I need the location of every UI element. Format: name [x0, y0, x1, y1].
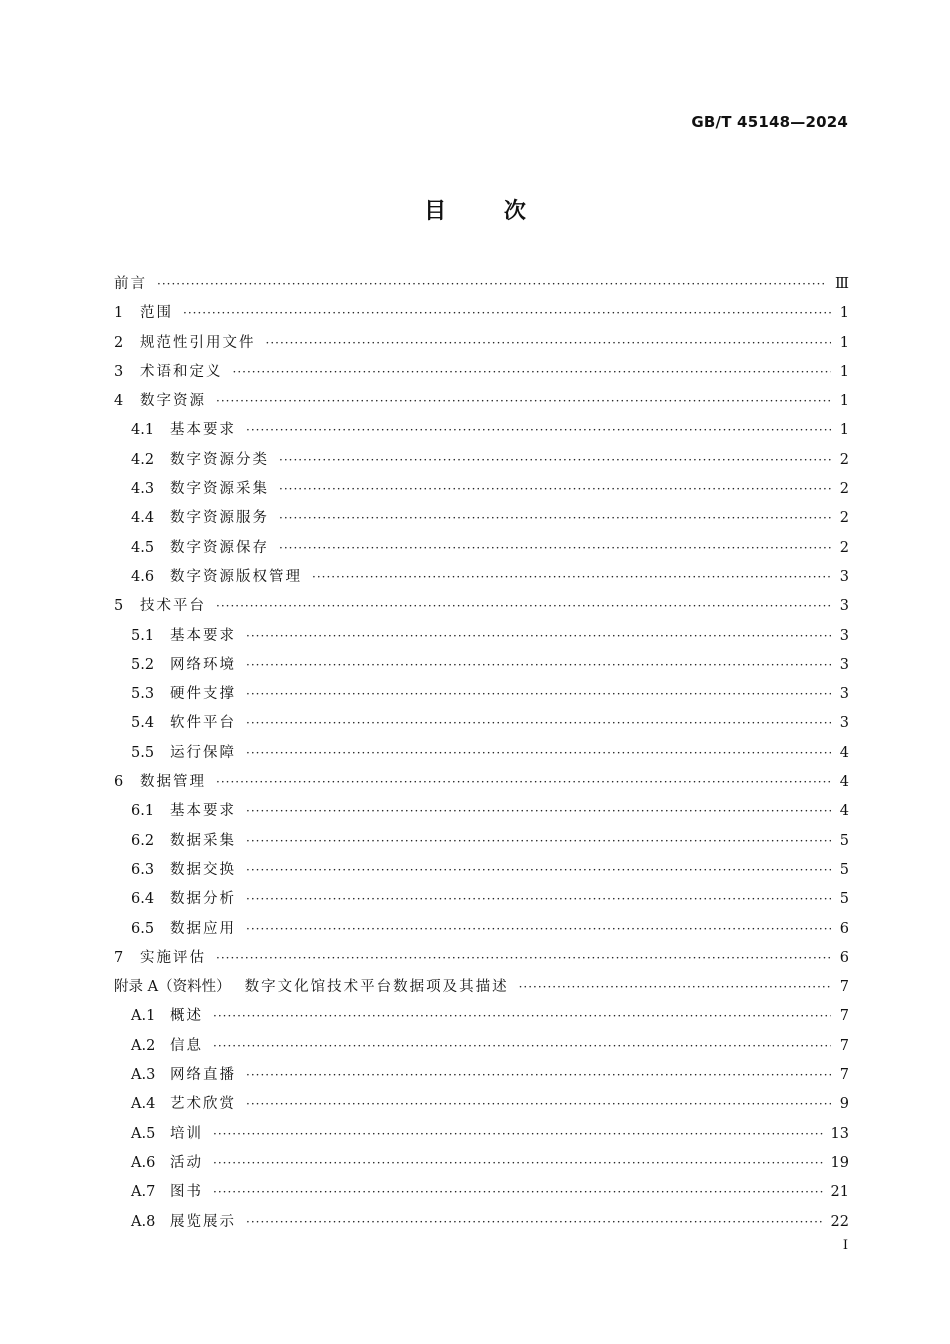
toc-entry-label: 图书: [170, 1184, 203, 1201]
toc-entry[interactable]: [114, 827, 849, 856]
toc-entry-label: 技术平台: [140, 598, 206, 615]
toc-dot-leader: [246, 915, 831, 944]
toc-entry-page: 7: [839, 1037, 849, 1054]
toc-dot-leader: [213, 1032, 831, 1061]
toc-entry[interactable]: [114, 592, 849, 621]
toc-entry-number: A.3: [131, 1067, 156, 1084]
toc-entry-page: 7: [839, 1067, 849, 1084]
toc-entry[interactable]: [114, 973, 849, 1002]
toc-entry-label: 硬件支撑: [170, 686, 236, 703]
toc-entry-page: 13: [830, 1125, 849, 1142]
toc-dot-leader: [183, 299, 831, 328]
toc-entry-label: 数据管理: [140, 774, 206, 791]
toc-entry-page: 4: [839, 774, 849, 791]
toc-entry-page: 7: [839, 1008, 849, 1025]
toc-entry-page: 3: [839, 627, 849, 644]
toc-entry[interactable]: [114, 651, 849, 680]
toc-entry-page: 5: [839, 832, 849, 849]
toc-entry[interactable]: [114, 739, 849, 768]
toc-entry-page: 6: [839, 920, 849, 937]
toc-entry-label: 概述: [170, 1008, 203, 1025]
toc-entry-number: A.1: [131, 1008, 156, 1025]
toc-dot-leader: [246, 709, 831, 738]
toc-entry[interactable]: [114, 416, 849, 445]
toc-entry-label: 信息: [170, 1037, 203, 1054]
toc-entry-page: 1: [839, 334, 849, 351]
toc-entry-page: 2: [839, 539, 849, 556]
toc-entry-page: 2: [839, 451, 849, 468]
toc-entry[interactable]: [114, 270, 849, 299]
toc-entry-label: 数字资源分类: [170, 451, 269, 468]
page-title: 目 次: [424, 199, 526, 224]
toc-entry-number: A.4: [131, 1096, 156, 1113]
toc-entry-page: 5: [839, 891, 849, 908]
toc-entry-number: 4.4: [131, 510, 155, 527]
toc-entry-number: 2: [114, 334, 124, 351]
toc-entry-label: 数据交换: [170, 861, 236, 878]
toc-dot-leader: [246, 416, 831, 445]
toc-entry[interactable]: [114, 1002, 849, 1031]
toc-dot-leader: [213, 1002, 831, 1031]
toc-entry-page: 21: [830, 1184, 849, 1201]
toc-entry-label: 范围: [140, 305, 173, 322]
toc-entry-label: 软件平台: [170, 715, 236, 732]
toc-entry-label: 数据分析: [170, 891, 236, 908]
toc-entry[interactable]: [114, 622, 849, 651]
toc-entry-page: 7: [839, 979, 849, 996]
toc-entry[interactable]: [114, 387, 849, 416]
toc-entry[interactable]: [114, 504, 849, 533]
toc-entry-label: 培训: [170, 1125, 203, 1142]
toc-dot-leader: [213, 1178, 823, 1207]
toc-dot-leader: [246, 827, 831, 856]
toc-entry-page: 4: [839, 744, 849, 761]
toc-entry-page: 2: [839, 481, 849, 498]
toc-entry[interactable]: [114, 446, 849, 475]
toc-entry-page: 1: [839, 422, 849, 439]
toc-entry-number: 4.6: [131, 568, 155, 585]
toc-entry[interactable]: [114, 680, 849, 709]
toc-entry-number: 4.2: [131, 451, 155, 468]
toc-entry-number: A.6: [131, 1154, 156, 1171]
toc-dot-leader: [246, 739, 831, 768]
toc-entry[interactable]: [114, 1120, 849, 1149]
toc-entry-number: 5.3: [131, 686, 155, 703]
toc-entry-label: 实施评估: [140, 949, 206, 966]
toc-entry-number: A.7: [131, 1184, 156, 1201]
toc-entry-number: 4.5: [131, 539, 155, 556]
toc-entry[interactable]: [114, 1178, 849, 1207]
toc-dot-leader: [246, 1208, 823, 1237]
toc-entry[interactable]: [114, 299, 849, 328]
toc-entry-page: Ⅲ: [835, 276, 849, 292]
toc-entry[interactable]: [114, 475, 849, 504]
toc-entry-label: 前言: [114, 276, 147, 292]
toc-entry-number: 6.4: [131, 891, 155, 908]
toc-entry-number: 6.1: [131, 803, 155, 820]
toc-entry-label: 数字资源服务: [170, 510, 269, 527]
toc-entry[interactable]: [114, 1090, 849, 1119]
toc-dot-leader: [246, 1061, 831, 1090]
toc-entry-label: 数字资源版权管理: [170, 568, 302, 585]
toc-dot-leader: [213, 1149, 823, 1178]
toc-dot-leader: [233, 358, 832, 387]
toc-entry-number: 5.1: [131, 627, 155, 644]
toc-entry-number: 附录 A（资料性）: [114, 979, 231, 996]
toc-entry-number: A.2: [131, 1037, 156, 1054]
toc-dot-leader: [246, 622, 831, 651]
toc-dot-leader: [279, 475, 831, 504]
toc-entry-number: A.8: [131, 1213, 156, 1230]
toc-entry-page: 9: [839, 1096, 849, 1113]
toc-dot-leader: [213, 1120, 823, 1149]
toc-entry-label: 术语和定义: [140, 363, 223, 380]
toc-entry-label: 数字资源保存: [170, 539, 269, 556]
toc-dot-leader: [216, 944, 831, 973]
toc-dot-leader: [312, 563, 831, 592]
toc-entry[interactable]: [114, 944, 849, 973]
toc-entry-page: 3: [839, 656, 849, 673]
toc-dot-leader: [519, 973, 831, 1002]
toc-entry-label: 网络环境: [170, 656, 236, 673]
toc-dot-leader: [279, 534, 831, 563]
page-number: Ⅰ: [842, 1238, 848, 1253]
toc-entry-label: 数据采集: [170, 832, 236, 849]
toc-entry-label: 活动: [170, 1154, 203, 1171]
toc-entry-number: 6.3: [131, 861, 155, 878]
toc-entry-number: 5.2: [131, 656, 155, 673]
toc-entry-number: 1: [114, 305, 124, 322]
toc-entry[interactable]: [114, 856, 849, 885]
toc-entry[interactable]: [114, 709, 849, 738]
toc-dot-leader: [216, 768, 831, 797]
toc-dot-leader: [216, 592, 831, 621]
toc-entry[interactable]: [114, 797, 849, 826]
toc-entry-number: 3: [114, 363, 124, 380]
toc-dot-leader: [157, 270, 827, 299]
toc-entry-page: 3: [839, 686, 849, 703]
toc-dot-leader: [246, 797, 831, 826]
toc-entry-page: 22: [830, 1213, 849, 1230]
toc-entry-label: 数字资源: [140, 393, 206, 410]
toc-entry[interactable]: [114, 1149, 849, 1178]
toc-entry[interactable]: [114, 915, 849, 944]
toc-entry-label: 基本要求: [170, 627, 236, 644]
toc-entry-page: 6: [839, 949, 849, 966]
standard-number: GB/T 45148—2024: [691, 113, 848, 131]
toc-entry-page: 5: [839, 861, 849, 878]
toc-entry-number: A.5: [131, 1125, 156, 1142]
toc-entry-number: 4: [114, 393, 124, 410]
toc-entry-page: 1: [839, 363, 849, 380]
toc-entry-page: 2: [839, 510, 849, 527]
toc-entry[interactable]: [114, 1061, 849, 1090]
toc-entry[interactable]: [114, 1032, 849, 1061]
toc-entry-label: 数字资源采集: [170, 481, 269, 498]
toc-entry-label: 基本要求: [170, 803, 236, 820]
toc-entry-page: 19: [830, 1154, 849, 1171]
toc-entry[interactable]: [114, 534, 849, 563]
toc-entry-number: 4.3: [131, 481, 155, 498]
toc-dot-leader: [246, 856, 831, 885]
toc-entry-label: 数据应用: [170, 920, 236, 937]
toc-entry-page: 3: [839, 598, 849, 615]
toc-dot-leader: [279, 504, 831, 533]
toc-entry-page: 3: [839, 715, 849, 732]
toc-entry-label: 展览展示: [170, 1213, 236, 1230]
toc-entry-page: 1: [839, 393, 849, 410]
toc-entry-number: 5: [114, 598, 124, 615]
toc-entry-label: 基本要求: [170, 422, 236, 439]
toc-entry-label: 艺术欣赏: [170, 1096, 236, 1113]
toc-entry[interactable]: [114, 1208, 849, 1237]
toc-entry-number: 6.5: [131, 920, 155, 937]
toc-entry-number: 6.2: [131, 832, 155, 849]
toc-dot-leader: [266, 329, 832, 358]
toc-entry[interactable]: [114, 768, 849, 797]
toc-entry-number: 7: [114, 949, 124, 966]
toc-entry-page: 1: [839, 305, 849, 322]
toc-entry-number: 5.5: [131, 744, 155, 761]
toc-entry-number: 6: [114, 774, 124, 791]
toc-entry[interactable]: [114, 329, 849, 358]
toc-entry-page: 4: [839, 803, 849, 820]
toc-entry-number: 5.4: [131, 715, 155, 732]
toc-dot-leader: [216, 387, 831, 416]
table-of-contents: [114, 270, 849, 1237]
toc-dot-leader: [246, 680, 831, 709]
toc-entry[interactable]: [114, 885, 849, 914]
toc-entry-number: 4.1: [131, 422, 155, 439]
toc-entry-page: 3: [839, 568, 849, 585]
toc-entry[interactable]: [114, 563, 849, 592]
toc-entry[interactable]: [114, 358, 849, 387]
toc-dot-leader: [246, 885, 831, 914]
toc-dot-leader: [279, 446, 831, 475]
toc-entry-label: 规范性引用文件: [140, 334, 256, 351]
toc-entry-label: 数字文化馆技术平台数据项及其描述: [244, 979, 509, 996]
toc-entry-label: 运行保障: [170, 744, 236, 761]
toc-dot-leader: [246, 1090, 831, 1119]
toc-dot-leader: [246, 651, 831, 680]
toc-entry-label: 网络直播: [170, 1067, 236, 1084]
